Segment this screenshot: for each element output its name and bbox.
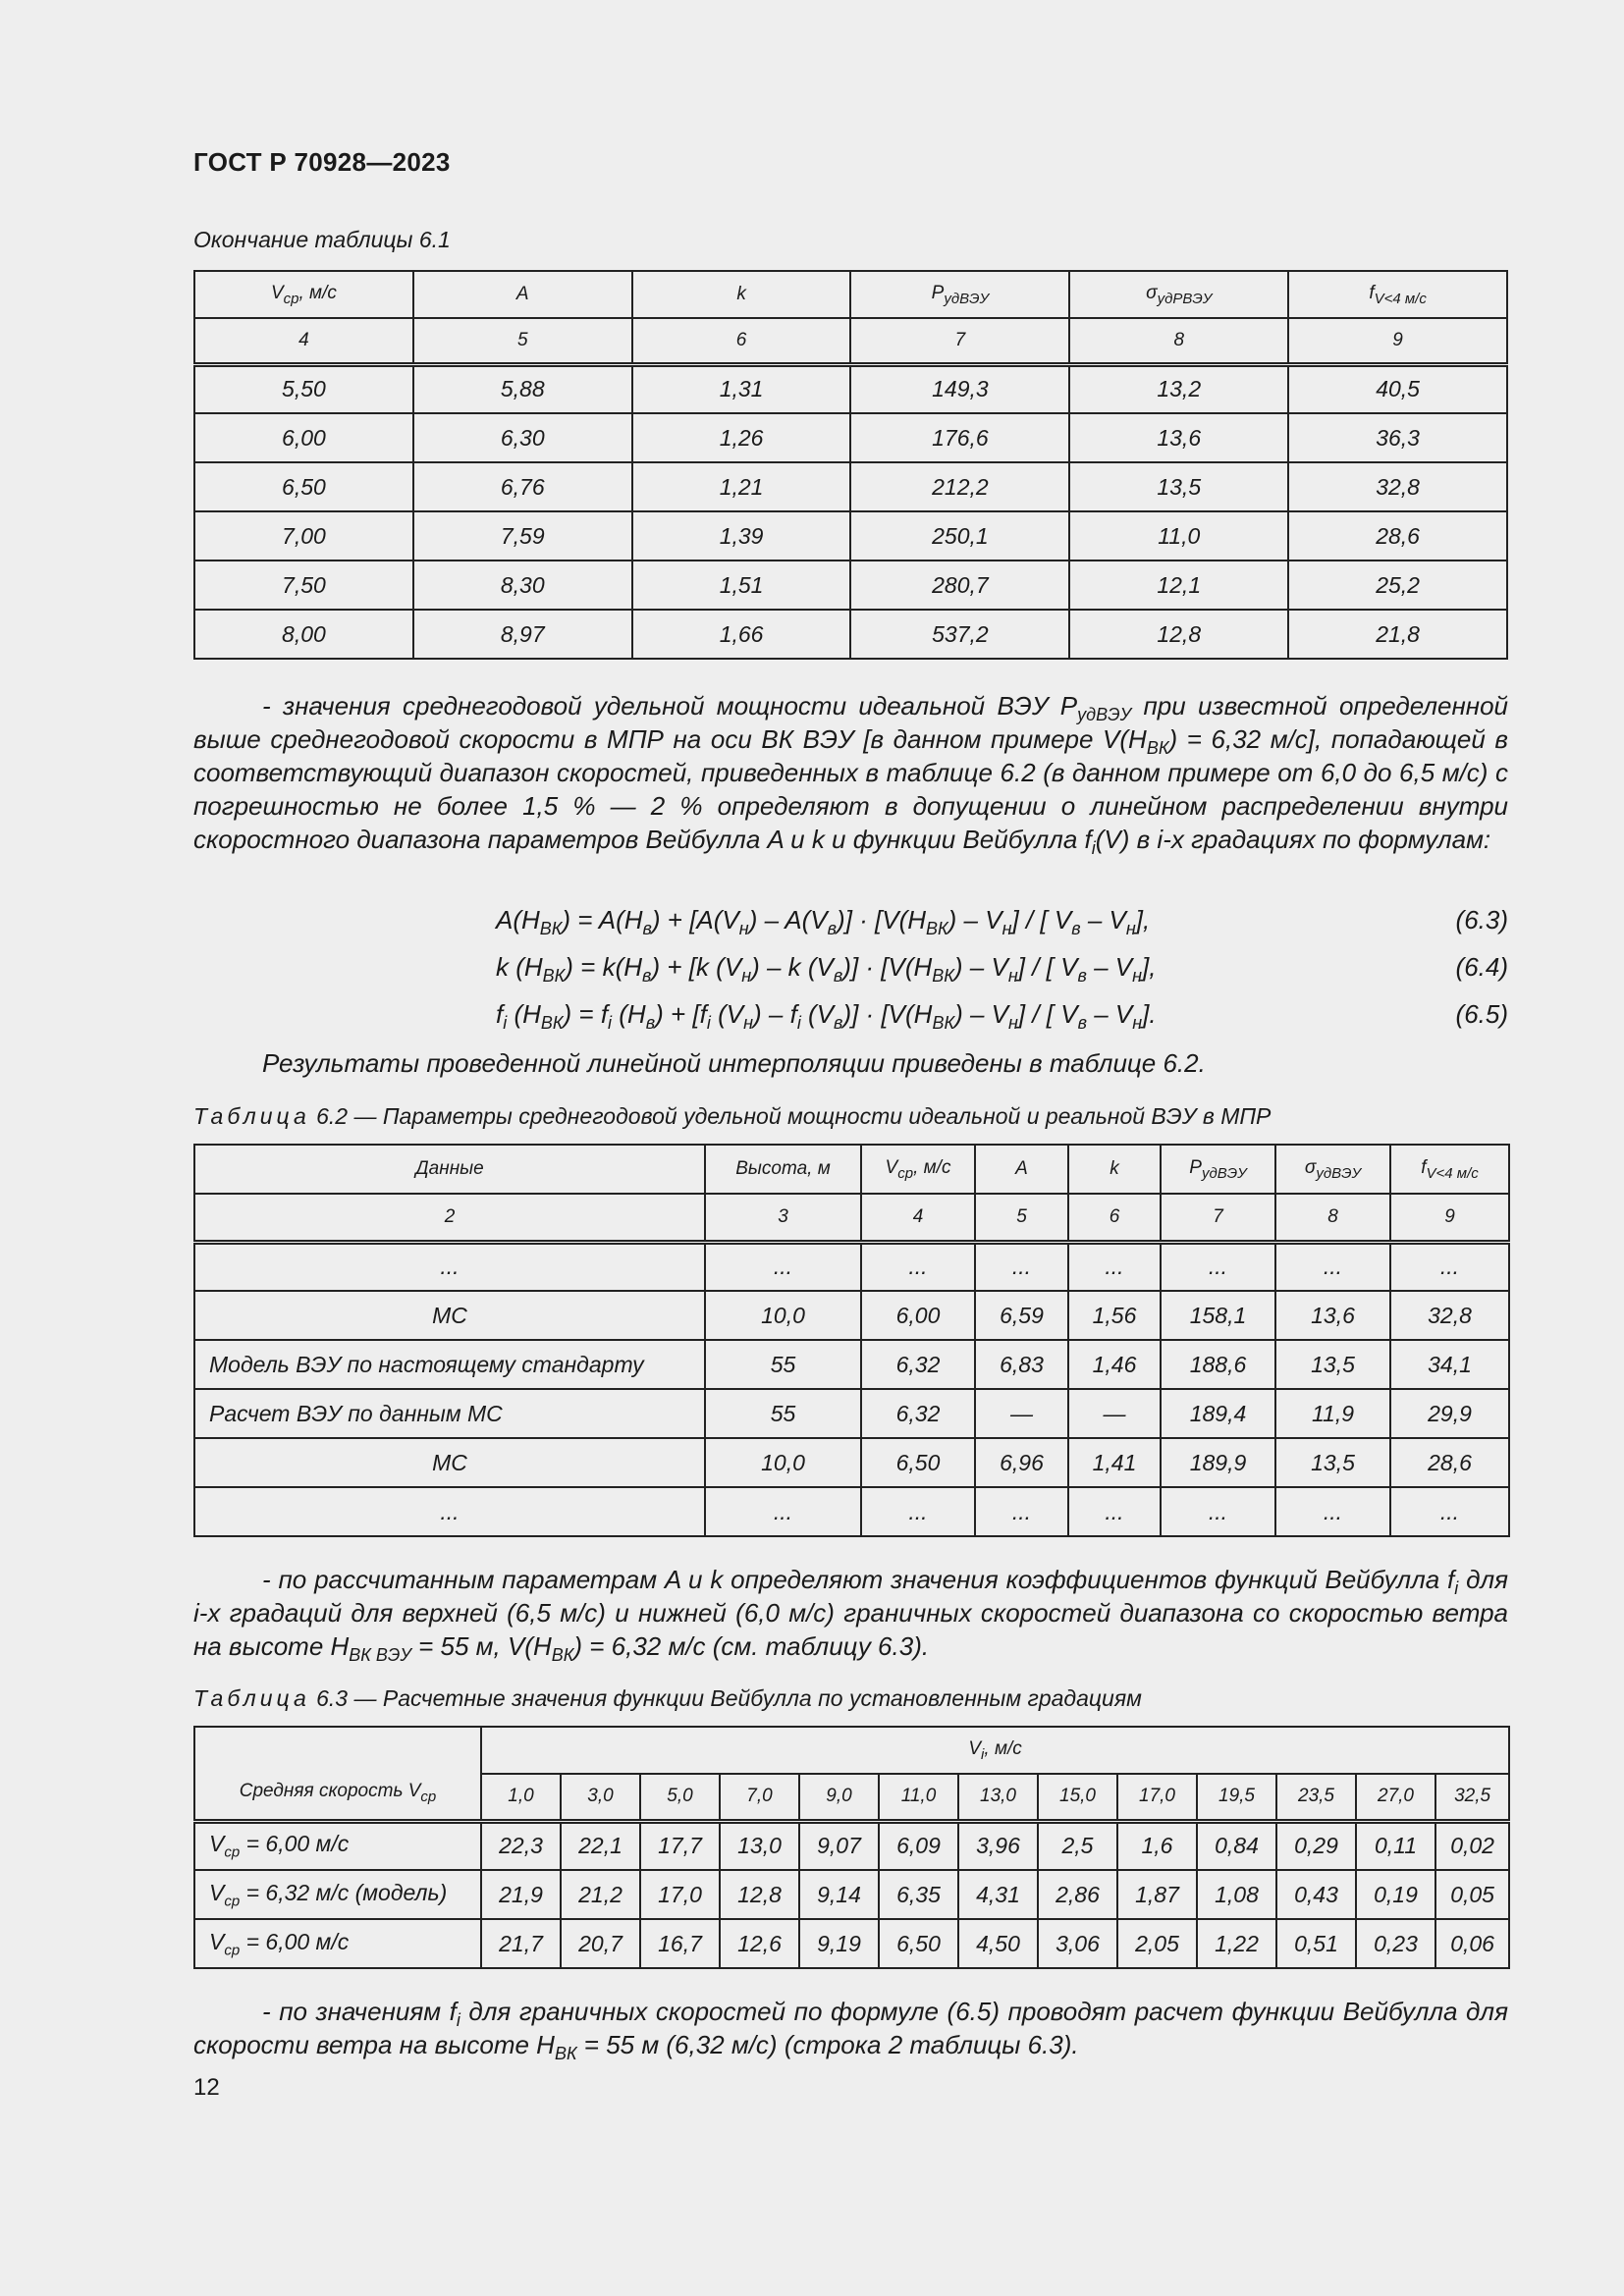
table-cell: 28,6 <box>1390 1438 1509 1487</box>
table-6-1 <box>193 270 1508 660</box>
table-cell: 21,8 <box>1288 610 1507 659</box>
table-header-row <box>194 1727 1509 1774</box>
table-cell: 13,0 <box>720 1821 799 1870</box>
table-cell: 17,7 <box>640 1821 720 1870</box>
column-number: 9 <box>1288 318 1507 364</box>
table-row <box>194 1291 1509 1340</box>
table-row <box>194 1870 1509 1919</box>
col-header-data: Данные <box>194 1145 705 1194</box>
table-cell: 6,50 <box>861 1438 975 1487</box>
table-cell: 4,31 <box>958 1870 1038 1919</box>
table-cell: 17,0 <box>640 1870 720 1919</box>
table-cell: 1,66 <box>632 610 851 659</box>
table-6-3-caption: Таблица 6.3 — Расчетные значения функции Вейбулла по установленным градациям <box>193 1685 1142 1711</box>
table-6-2-caption: Таблица 6.2 — Параметры среднегодовой удельной мощности идеальной и реальной ВЭУ в МПР <box>193 1103 1272 1129</box>
table-cell: 21,7 <box>481 1919 561 1968</box>
table-row <box>194 462 1507 511</box>
paragraph-weibull-coefficients: - по рассчитанным параметрам A и k определяют значения коэффициентов функций Вейбулла $f_i$ для i-х градаций для верхней (6,5 м/с) и нижней (6,0 м/с) граничных скоростей диапазона со скоростью ветра на высоте $H_{ВК ВЭУ} = 55$ м, $V(H_{ВК}) = 6,32$ м/с (см. таблицу 6.3). <box>193 1565 1508 1666</box>
table-cell: 1,51 <box>632 561 851 610</box>
table-6-1-caption: Окончание таблицы 6.1 <box>193 227 451 252</box>
table-cell: 8,00 <box>194 610 413 659</box>
table-cell: 1,26 <box>632 413 851 462</box>
col-header-k: k <box>632 271 851 318</box>
table-cell: 40,5 <box>1288 364 1507 413</box>
table-cell: 12,1 <box>1069 561 1288 610</box>
table-cell: 6,32 <box>861 1389 975 1438</box>
col-header-mean-speed: Средняя скорость $V_{ср}$ <box>194 1727 481 1821</box>
table-header-row <box>194 1145 1509 1194</box>
column-number: 8 <box>1069 318 1288 364</box>
table-header-row <box>194 271 1507 318</box>
table-cell: 0,06 <box>1435 1919 1509 1968</box>
table-cell: — <box>975 1389 1068 1438</box>
table-cell: 9,19 <box>799 1919 879 1968</box>
column-number: 6 <box>632 318 851 364</box>
col-header-height: Высота, м <box>705 1145 861 1194</box>
table-cell: 12,8 <box>720 1870 799 1919</box>
table-cell: ... <box>975 1242 1068 1291</box>
table-cell: 36,3 <box>1288 413 1507 462</box>
table-cell: 6,96 <box>975 1438 1068 1487</box>
col-header-p: $P_{удВЭУ}$ <box>850 271 1069 318</box>
table-cell: 13,6 <box>1275 1291 1390 1340</box>
table-cell: 55 <box>705 1389 861 1438</box>
col-header-sigma: $\sigma_{удРВЭУ}$ <box>1069 271 1288 318</box>
col-header-vcp: $V_{ср}$, м/с <box>194 271 413 318</box>
col-header-a: A <box>413 271 632 318</box>
table-cell: 0,43 <box>1276 1870 1356 1919</box>
table-cell: 6,32 <box>861 1340 975 1389</box>
column-number: 5 <box>975 1194 1068 1242</box>
table-row <box>194 1919 1509 1968</box>
column-number: 4 <box>861 1194 975 1242</box>
table-cell: 10,0 <box>705 1438 861 1487</box>
speed-gradation: 19,5 <box>1197 1774 1276 1821</box>
table-cell: 9,14 <box>799 1870 879 1919</box>
table-cell: 13,5 <box>1069 462 1288 511</box>
formula-6-3: $A(H_{ВК}) = A(H_в) + [A(V_н) - A(V_в)] \cdot [V(H_{ВК}) - V_н]$ / [ $V_в - V_н$], (6.3) <box>496 905 1508 939</box>
table-cell: 6,35 <box>879 1870 958 1919</box>
document-header: ГОСТ Р 70928—2023 <box>193 147 451 177</box>
table-cell: 12,6 <box>720 1919 799 1968</box>
table-cell: 28,6 <box>1288 511 1507 561</box>
row-label: $V_{ср} = 6,32$ м/с (модель) <box>194 1870 481 1919</box>
table-cell: ... <box>1161 1487 1275 1536</box>
col-header-p: $P_{удВЭУ}$ <box>1161 1145 1275 1194</box>
column-number: 8 <box>1275 1194 1390 1242</box>
table-cell: ... <box>705 1487 861 1536</box>
table-cell: 25,2 <box>1288 561 1507 610</box>
table-cell: 6,00 <box>194 413 413 462</box>
speed-gradation: 11,0 <box>879 1774 958 1821</box>
table-cell: — <box>1068 1389 1161 1438</box>
table-cell: 22,1 <box>561 1821 640 1870</box>
table-cell: 6,30 <box>413 413 632 462</box>
table-cell: 55 <box>705 1340 861 1389</box>
table-cell: 32,8 <box>1390 1291 1509 1340</box>
table-cell: 11,9 <box>1275 1389 1390 1438</box>
speed-gradation: 9,0 <box>799 1774 879 1821</box>
table-cell: 10,0 <box>705 1291 861 1340</box>
table-cell: 13,6 <box>1069 413 1288 462</box>
table-cell: 189,4 <box>1161 1389 1275 1438</box>
column-number: 3 <box>705 1194 861 1242</box>
table-cell: 7,50 <box>194 561 413 610</box>
row-label: $V_{ср} = 6,00$ м/с <box>194 1821 481 1870</box>
table-cell: МС <box>194 1291 705 1340</box>
table-cell: 32,8 <box>1288 462 1507 511</box>
column-number: 7 <box>850 318 1069 364</box>
table-cell: 22,3 <box>481 1821 561 1870</box>
table-cell: 9,07 <box>799 1821 879 1870</box>
speed-gradation: 17,0 <box>1117 1774 1197 1821</box>
table-cell: 0,51 <box>1276 1919 1356 1968</box>
table-cell: 2,5 <box>1038 1821 1117 1870</box>
table-row <box>194 1438 1509 1487</box>
table-cell: 0,23 <box>1356 1919 1435 1968</box>
table-row <box>194 1487 1509 1536</box>
table-cell: МС <box>194 1438 705 1487</box>
table-cell: 5,50 <box>194 364 413 413</box>
table-cell: 12,8 <box>1069 610 1288 659</box>
table-cell: 21,2 <box>561 1870 640 1919</box>
table-cell: ... <box>1068 1242 1161 1291</box>
table-cell: 0,19 <box>1356 1870 1435 1919</box>
table-cell: ... <box>705 1242 861 1291</box>
table-cell: 176,6 <box>850 413 1069 462</box>
table-row <box>194 364 1507 413</box>
table-cell: 250,1 <box>850 511 1069 561</box>
speed-gradation: 1,0 <box>481 1774 561 1821</box>
column-number: 9 <box>1390 1194 1509 1242</box>
table-cell: 0,29 <box>1276 1821 1356 1870</box>
table-cell: 5,88 <box>413 364 632 413</box>
table-cell: 13,2 <box>1069 364 1288 413</box>
table-cell: 1,41 <box>1068 1438 1161 1487</box>
table-cell: 16,7 <box>640 1919 720 1968</box>
table-cell: 280,7 <box>850 561 1069 610</box>
table-cell: 1,22 <box>1197 1919 1276 1968</box>
formula-6-5: $f_i$ $(H_{ВК}) = f_i$ $(H_в) + [f_i$ $(V_н) - f_i$ $(V_в)] \cdot [V(H_{ВК}) - V_н]$ / [ $V_в - V_н$]. (6.5) <box>496 999 1508 1034</box>
speed-gradation: 23,5 <box>1276 1774 1356 1821</box>
paragraph-weibull-interpolation: - значения среднегодовой удельной мощности идеальной ВЭУ $P_{удВЭУ}$ при известной определенной выше среднегодовой скорости в МПР на оси ВК ВЭУ [в данном примере $V(H_{ВК}) = 6,32$ м/с], попадающей в соответствующий диапазон скоростей, приведенных в таблице 6.2 (в данном примере от 6,0 до 6,5 м/с) с погрешностью не более 1,5 % — 2 % определяют в допущении о линейном распределении внутри скоростного диапазона параметров Вейбулла A и k и функции Вейбулла $f_i(V)$ в i-x градациях по формулам: <box>193 691 1508 859</box>
table-cell: 1,08 <box>1197 1870 1276 1919</box>
table-cell: 1,6 <box>1117 1821 1197 1870</box>
table-cell: 8,30 <box>413 561 632 610</box>
speed-gradation: 5,0 <box>640 1774 720 1821</box>
table-row <box>194 1821 1509 1870</box>
table-cell: Расчет ВЭУ по данным МС <box>194 1389 705 1438</box>
table-row <box>194 1340 1509 1389</box>
column-number: 2 <box>194 1194 705 1242</box>
table-row <box>194 511 1507 561</box>
table-cell: 158,1 <box>1161 1291 1275 1340</box>
column-number: 4 <box>194 318 413 364</box>
table-cell: ... <box>194 1487 705 1536</box>
speed-gradation: 32,5 <box>1435 1774 1509 1821</box>
paragraph-results: Результаты проведенной линейной интерполяции приведены в таблице 6.2. <box>262 1048 1206 1078</box>
speed-gradation: 15,0 <box>1038 1774 1117 1821</box>
col-header-vcp: $V_{ср}$, м/с <box>861 1145 975 1194</box>
table-cell: 0,11 <box>1356 1821 1435 1870</box>
col-header-k: k <box>1068 1145 1161 1194</box>
table-cell: ... <box>1161 1242 1275 1291</box>
table-cell: 11,0 <box>1069 511 1288 561</box>
table-cell: ... <box>1275 1242 1390 1291</box>
table-cell: ... <box>194 1242 705 1291</box>
col-header-vi: $V_i$, м/с <box>481 1727 1509 1774</box>
paragraph-weibull-calculation: - по значениям $f_i$ для граничных скоростей по формуле (6.5) проводят расчет функции Вейбулла для скорости ветра на высоте $H_{ВК} = 55$ м (6,32 м/с) (строка 2 таблицы 6.3). <box>193 1997 1508 2064</box>
table-cell: 2,05 <box>1117 1919 1197 1968</box>
speed-gradation: 27,0 <box>1356 1774 1435 1821</box>
row-label: $V_{ср} = 6,00$ м/с <box>194 1919 481 1968</box>
table-cell: ... <box>1275 1487 1390 1536</box>
table-cell: 1,39 <box>632 511 851 561</box>
table-6-2 <box>193 1144 1510 1537</box>
table-cell: 3,96 <box>958 1821 1038 1870</box>
column-number: 5 <box>413 318 632 364</box>
table-cell: 1,46 <box>1068 1340 1161 1389</box>
formula-6-4: k $(H_{ВК}) = k(H_в) + [k$ $(V_н)$ – k $(V_в)] \cdot [V(H_{ВК}) - V_н]$ / [ $V_в - V_н$], (6.4) <box>496 952 1508 987</box>
table-cell: 189,9 <box>1161 1438 1275 1487</box>
table-6-3 <box>193 1726 1510 1969</box>
col-header-a: A <box>975 1145 1068 1194</box>
table-cell: 7,00 <box>194 511 413 561</box>
table-cell: 6,83 <box>975 1340 1068 1389</box>
table-cell: 13,5 <box>1275 1340 1390 1389</box>
table-cell: 2,86 <box>1038 1870 1117 1919</box>
table-cell: 0,05 <box>1435 1870 1509 1919</box>
table-cell: ... <box>1068 1487 1161 1536</box>
table-cell: ... <box>975 1487 1068 1536</box>
table-cell: 21,9 <box>481 1870 561 1919</box>
table-cell: ... <box>861 1487 975 1536</box>
table-row <box>194 610 1507 659</box>
table-cell: 8,97 <box>413 610 632 659</box>
col-header-f: $f_{V<4 м/с}$ <box>1288 271 1507 318</box>
table-cell: 212,2 <box>850 462 1069 511</box>
table-row <box>194 1242 1509 1291</box>
table-cell: 6,09 <box>879 1821 958 1870</box>
speed-gradation: 3,0 <box>561 1774 640 1821</box>
table-cell: 29,9 <box>1390 1389 1509 1438</box>
table-cell: 0,02 <box>1435 1821 1509 1870</box>
table-cell: 1,21 <box>632 462 851 511</box>
table-cell: 1,56 <box>1068 1291 1161 1340</box>
table-cell: 537,2 <box>850 610 1069 659</box>
table-row <box>194 413 1507 462</box>
table-row <box>194 561 1507 610</box>
table-cell: 6,76 <box>413 462 632 511</box>
table-row <box>194 1389 1509 1438</box>
table-cell: 6,00 <box>861 1291 975 1340</box>
table-cell: 13,5 <box>1275 1438 1390 1487</box>
table-cell: ... <box>861 1242 975 1291</box>
table-cell: 6,59 <box>975 1291 1068 1340</box>
table-cell: 0,84 <box>1197 1821 1276 1870</box>
table-cell: 34,1 <box>1390 1340 1509 1389</box>
column-number: 6 <box>1068 1194 1161 1242</box>
table-cell: 149,3 <box>850 364 1069 413</box>
col-header-sigma: $\sigma_{удВЭУ}$ <box>1275 1145 1390 1194</box>
table-cell: Модель ВЭУ по настоящему стандарту <box>194 1340 705 1389</box>
table-cell: 1,31 <box>632 364 851 413</box>
page-number: 12 <box>193 2074 220 2101</box>
speed-gradation: 7,0 <box>720 1774 799 1821</box>
table-cell: 1,87 <box>1117 1870 1197 1919</box>
table-cell: ... <box>1390 1242 1509 1291</box>
table-cell: 7,59 <box>413 511 632 561</box>
column-number: 7 <box>1161 1194 1275 1242</box>
table-cell: 188,6 <box>1161 1340 1275 1389</box>
table-cell: 3,06 <box>1038 1919 1117 1968</box>
table-cell: 6,50 <box>879 1919 958 1968</box>
table-cell: ... <box>1390 1487 1509 1536</box>
table-cell: 6,50 <box>194 462 413 511</box>
table-cell: 4,50 <box>958 1919 1038 1968</box>
table-column-numbers-row <box>194 1194 1509 1242</box>
col-header-f: $f_{V<4 м/с}$ <box>1390 1145 1509 1194</box>
speed-gradation: 13,0 <box>958 1774 1038 1821</box>
table-cell: 20,7 <box>561 1919 640 1968</box>
table-column-numbers-row <box>194 318 1507 364</box>
